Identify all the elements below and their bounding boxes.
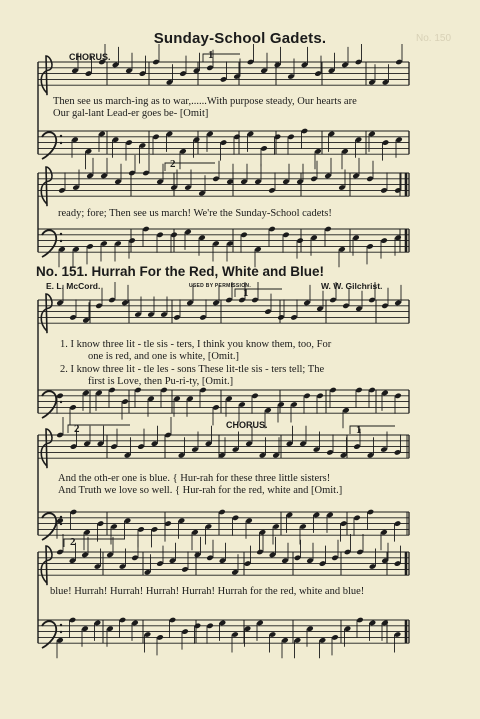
bass-clef-dot (60, 135, 62, 137)
chorus-label-song1: CHORUS. (69, 52, 111, 62)
ending-1-song2: 1 (243, 287, 249, 299)
bass-clef-dot (60, 401, 62, 403)
ending-2b-song2: 2 (70, 536, 76, 548)
hymn-title: No. 151. Hurrah For the Red, White and Blue! (36, 264, 325, 279)
permission-note: USED BY PERMISSION. (189, 283, 252, 289)
ending-2-song1: 2 (170, 158, 176, 170)
bass-clef-dot (60, 233, 62, 235)
ending-2-song2: 2 (74, 423, 80, 435)
author-credit: E. L. McCord. (46, 281, 101, 291)
verse2-line: 2. I know three lit - tle les - sons These lit-tle sis - ters tell; The (60, 364, 325, 375)
bass-clef-icon (42, 132, 56, 159)
bass-clef-icon (42, 230, 56, 257)
bass-clef-icon (42, 391, 56, 418)
bass-clef-icon (42, 513, 56, 540)
song1-verse-line-2: Our gal-lant Lead-er goes be- [Omit] (53, 108, 209, 119)
ending-1-song1: 1 (208, 49, 214, 61)
chorus-label-song2: CHORUS. (226, 420, 268, 430)
song1-system2-lyrics: ready; fore; Then see us march! We're the Sunday-School cadets! (58, 208, 332, 219)
page-title: Sunday-School Gadets. (153, 30, 327, 47)
bass-clef-dot (60, 624, 62, 626)
system4-line-2: And Truth we love so well. { Hur-rah for the red, white and [Omit.] (58, 485, 343, 496)
system4-line-1: And the oth-er one is blue. { Hur-rah for these three little sisters! (58, 473, 331, 484)
verse1-line-b: one is red, and one is white, [Omit.] (88, 351, 240, 362)
bass-clef-icon (42, 621, 56, 648)
verse1-line: 1. I know three lit - tle sis - ters, I think you know them, too, For (60, 339, 332, 350)
bass-clef-dot (60, 516, 62, 518)
song1-verse-line-1: Then see us march-ing as to war,......With purpose steady, Our hearts are (53, 96, 357, 107)
bass-clef-dot (60, 142, 62, 144)
faint-page-mark: No. 150 (416, 33, 452, 44)
system5-lyrics: blue! Hurrah! Hurrah! Hurrah! Hurrah! Hurrah for the red, white and blue! (50, 586, 365, 597)
bass-clef-dot (60, 240, 62, 242)
verse2-line-b: first is Love, then Pu-ri-ty, [Omit.] (88, 376, 234, 387)
bass-clef-dot (60, 631, 62, 633)
composer-credit: W. W. Gilchrist. (321, 281, 383, 291)
ending-1b-song2: 1 (356, 424, 362, 436)
bass-clef-dot (60, 523, 62, 525)
